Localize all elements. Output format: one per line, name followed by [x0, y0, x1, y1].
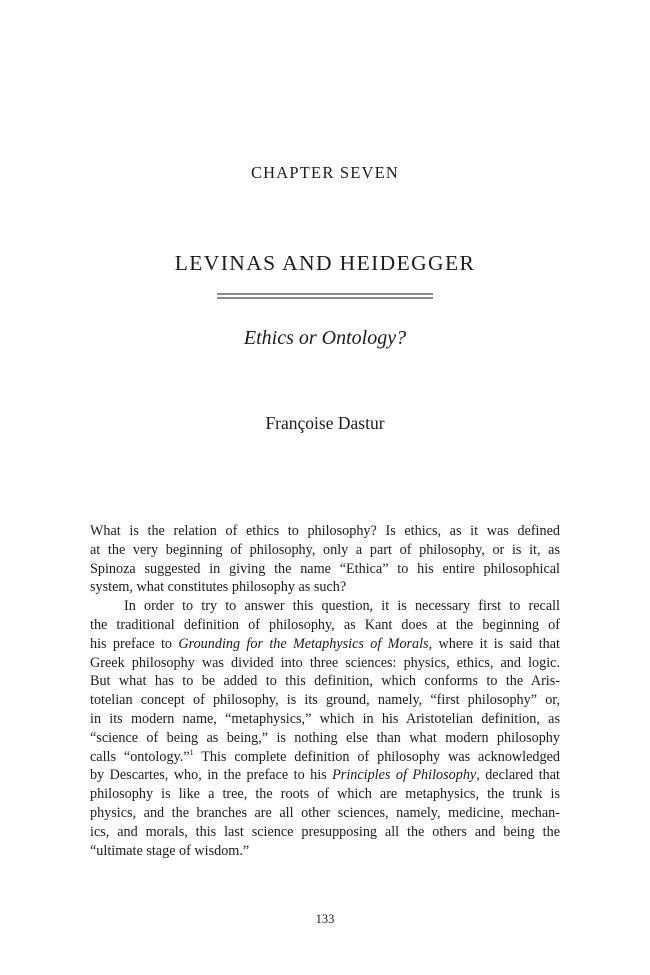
- text-line: “science of being as being,” is nothing else than what modern philosophy: [90, 729, 560, 746]
- text-segment: by Descartes, who, in the preface to his: [90, 767, 333, 784]
- text-segment: This complete definition of philosophy was acknowledged: [193, 748, 560, 765]
- text-segment: , where it is said that: [428, 635, 560, 652]
- text-line: at the very beginning of philosophy, only a part of philosophy, or is it, as: [90, 541, 560, 558]
- text-line: What is the relation of ethics to philosophy? Is ethics, as it was defined: [90, 523, 560, 539]
- text-line: [90, 748, 560, 767]
- text-line: physics, and the branches are all other sciences, namely, medicine, mechan-: [90, 804, 560, 821]
- text-line: the traditional definition of philosophy, as Kant does at the beginning of: [90, 616, 560, 633]
- chapter-title: LEVINAS AND HEIDEGGER: [174, 251, 476, 275]
- text-line: [90, 635, 560, 654]
- text-line: But what has to be added to this definition, which conforms to the Aris-: [90, 673, 560, 690]
- text-segment: calls “ontology.”: [90, 748, 190, 765]
- body-text: [90, 522, 560, 860]
- text-line: Spinoza suggested in giving the name “Ethica” to his entire philosophical: [90, 560, 560, 577]
- chapter-subtitle: Ethics or Ontology?: [243, 327, 407, 349]
- text-line: ics, and morals, this last science presupposing all the others and being the: [90, 823, 560, 840]
- book-title: Grounding for the Metaphysics of Morals: [178, 635, 429, 652]
- text-line: in its modern name, “metaphysics,” which in his Aristotelian definition, as: [90, 710, 560, 727]
- text-segment: his preface to: [90, 635, 179, 652]
- text-line: Greek philosophy was divided into three sciences: physics, ethics, and logic.: [90, 654, 560, 671]
- title-divider-rule: [217, 293, 433, 299]
- text-line: “ultimate stage of wisdom.”: [90, 842, 250, 859]
- page-number: 133: [315, 912, 335, 926]
- text-line: totelian concept of philosophy, is its ground, namely, “first philosophy” or,: [90, 692, 560, 709]
- author-name: Françoise Dastur: [265, 413, 385, 433]
- text-line: system, what constitutes philosophy as such?: [90, 579, 347, 596]
- footnote-marker[interactable]: 1: [189, 747, 194, 757]
- text-line: In order to try to answer this question, it is necessary first to recall: [124, 598, 560, 615]
- book-title: Principles of Philosophy: [332, 767, 477, 784]
- text-line: philosophy is like a tree, the roots of which are metaphysics, the trunk is: [90, 786, 560, 803]
- text-segment: , declared that: [476, 767, 560, 784]
- chapter-label: CHAPTER SEVEN: [250, 163, 400, 182]
- text-line: [90, 766, 560, 785]
